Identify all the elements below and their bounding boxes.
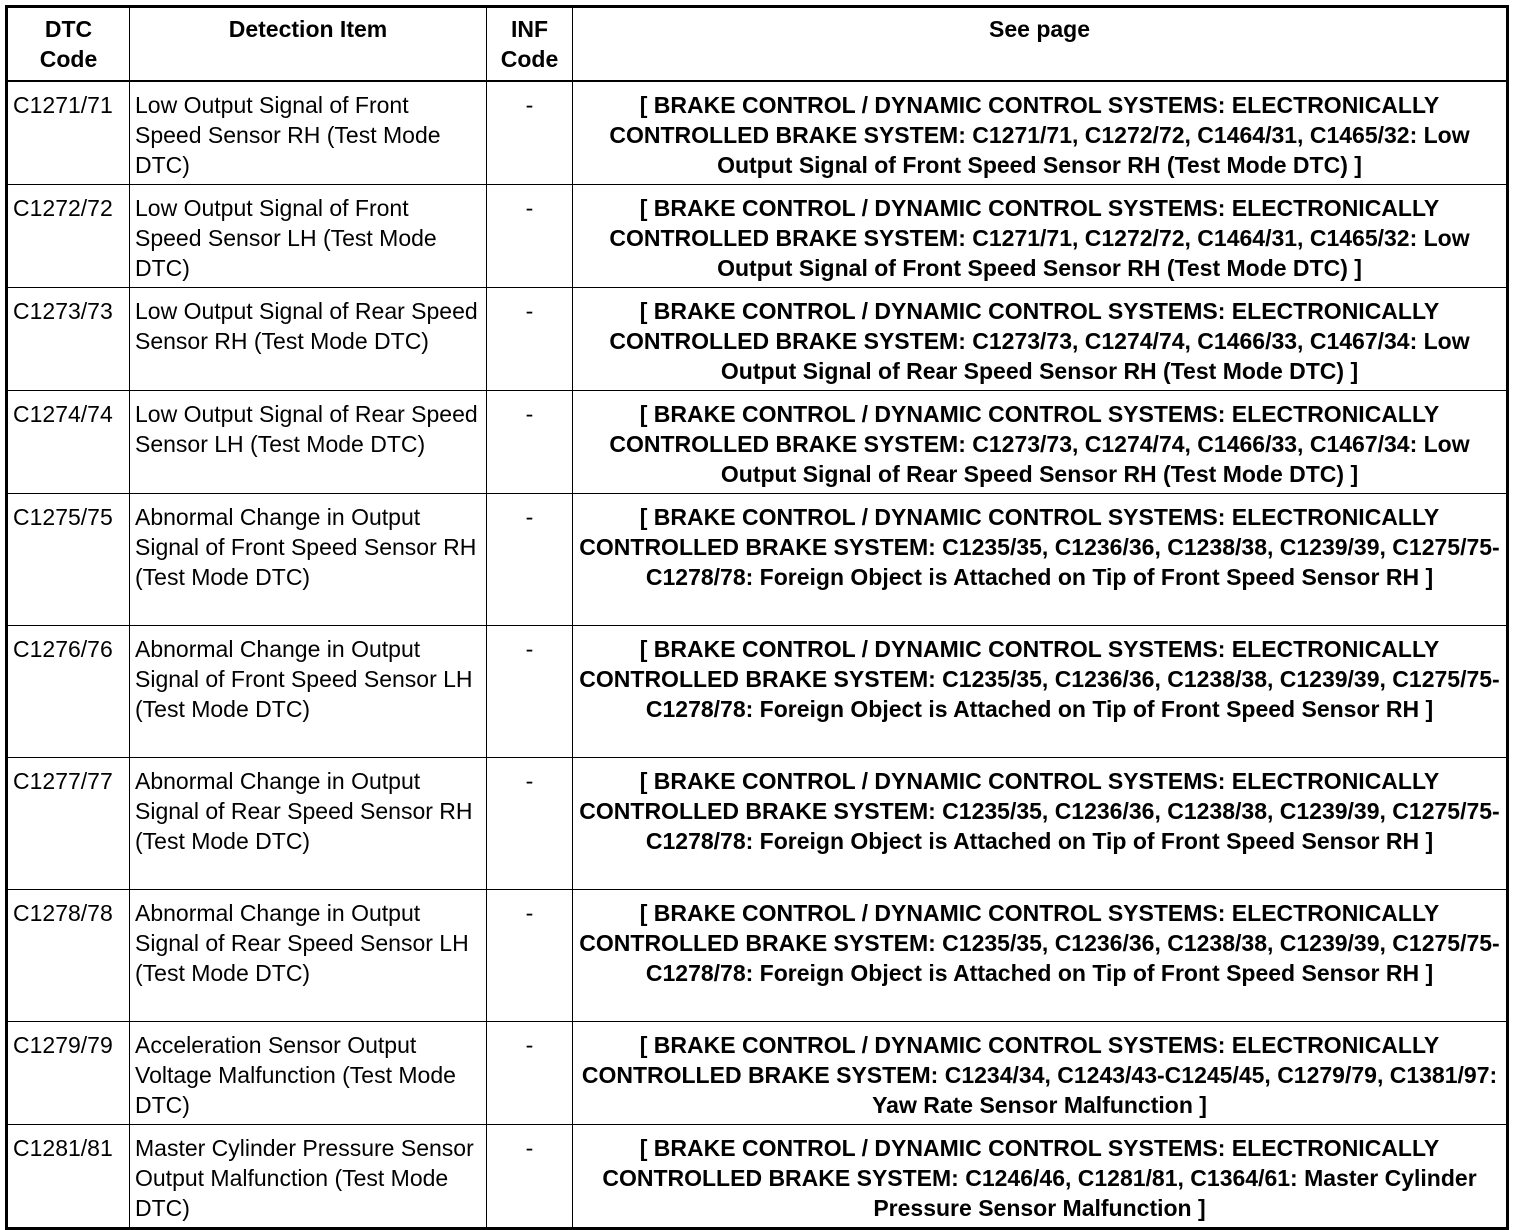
see-page-link[interactable]: [ BRAKE CONTROL / DYNAMIC CONTROL SYSTEMS: ELECTRONICALLY CONTROLLED BRAKE SYSTEM: C1271/71, C1272/72, C1464/31, C1465/32: Low Output Signal of Front Speed Sensor RH (Test Mode DTC) ] <box>573 185 1508 288</box>
inf-code-cell: - <box>487 288 573 391</box>
table-body <box>7 81 1508 1229</box>
header-detection-item: Detection Item <box>130 7 487 82</box>
dtc-table <box>5 5 1509 1230</box>
see-page-link[interactable]: [ BRAKE CONTROL / DYNAMIC CONTROL SYSTEMS: ELECTRONICALLY CONTROLLED BRAKE SYSTEM: C1273/73, C1274/74, C1466/33, C1467/34: Low Output Signal of Rear Speed Sensor RH (Test Mode DTC) ] <box>573 391 1508 494</box>
table-row <box>7 1022 1508 1125</box>
dtc-code-cell: C1273/73 <box>7 288 130 391</box>
table-row <box>7 81 1508 185</box>
table-row <box>7 758 1508 890</box>
dtc-code-cell: C1279/79 <box>7 1022 130 1125</box>
detection-item-cell: Low Output Signal of Front Speed Sensor LH (Test Mode DTC) <box>130 185 487 288</box>
see-page-link[interactable]: [ BRAKE CONTROL / DYNAMIC CONTROL SYSTEMS: ELECTRONICALLY CONTROLLED BRAKE SYSTEM: C1235/35, C1236/36, C1238/38, C1239/39, C1275/75-C1278/78: Foreign Object is Attached on Tip of Front Speed Sensor RH ] <box>573 758 1508 890</box>
inf-code-cell: - <box>487 758 573 890</box>
header-inf-code-line2: Code <box>500 46 559 72</box>
detection-item-cell: Abnormal Change in Output Signal of Front Speed Sensor LH (Test Mode DTC) <box>130 626 487 758</box>
table-row <box>7 494 1508 626</box>
dtc-code-cell: C1274/74 <box>7 391 130 494</box>
table-row <box>7 1125 1508 1229</box>
detection-item-cell: Abnormal Change in Output Signal of Front Speed Sensor RH (Test Mode DTC) <box>130 494 487 626</box>
header-dtc-code-line2: Code <box>39 46 98 72</box>
see-page-link[interactable]: [ BRAKE CONTROL / DYNAMIC CONTROL SYSTEMS: ELECTRONICALLY CONTROLLED BRAKE SYSTEM: C1235/35, C1236/36, C1238/38, C1239/39, C1275/75-C1278/78: Foreign Object is Attached on Tip of Front Speed Sensor RH ] <box>573 890 1508 1022</box>
table-row <box>7 185 1508 288</box>
header-dtc-code <box>7 7 130 82</box>
inf-code-cell: - <box>487 626 573 758</box>
see-page-link[interactable]: [ BRAKE CONTROL / DYNAMIC CONTROL SYSTEMS: ELECTRONICALLY CONTROLLED BRAKE SYSTEM: C1235/35, C1236/36, C1238/38, C1239/39, C1275/75-C1278/78: Foreign Object is Attached on Tip of Front Speed Sensor RH ] <box>573 626 1508 758</box>
dtc-code-cell: C1276/76 <box>7 626 130 758</box>
dtc-code-cell: C1277/77 <box>7 758 130 890</box>
detection-item-cell: Abnormal Change in Output Signal of Rear Speed Sensor LH (Test Mode DTC) <box>130 890 487 1022</box>
see-page-link[interactable]: [ BRAKE CONTROL / DYNAMIC CONTROL SYSTEMS: ELECTRONICALLY CONTROLLED BRAKE SYSTEM: C1235/35, C1236/36, C1238/38, C1239/39, C1275/75-C1278/78: Foreign Object is Attached on Tip of Front Speed Sensor RH ] <box>573 494 1508 626</box>
inf-code-cell: - <box>487 391 573 494</box>
table-row <box>7 890 1508 1022</box>
inf-code-cell: - <box>487 1022 573 1125</box>
dtc-code-cell: C1271/71 <box>7 81 130 185</box>
detection-item-cell: Low Output Signal of Front Speed Sensor RH (Test Mode DTC) <box>130 81 487 185</box>
table-row <box>7 626 1508 758</box>
header-row <box>7 7 1508 82</box>
see-page-link[interactable]: [ BRAKE CONTROL / DYNAMIC CONTROL SYSTEMS: ELECTRONICALLY CONTROLLED BRAKE SYSTEM: C1271/71, C1272/72, C1464/31, C1465/32: Low Output Signal of Front Speed Sensor RH (Test Mode DTC) ] <box>573 81 1508 185</box>
inf-code-cell: - <box>487 1125 573 1229</box>
dtc-code-cell: C1281/81 <box>7 1125 130 1229</box>
dtc-code-cell: C1272/72 <box>7 185 130 288</box>
table-header <box>7 7 1508 82</box>
inf-code-cell: - <box>487 494 573 626</box>
inf-code-cell: - <box>487 81 573 185</box>
see-page-link[interactable]: [ BRAKE CONTROL / DYNAMIC CONTROL SYSTEMS: ELECTRONICALLY CONTROLLED BRAKE SYSTEM: C1246/46, C1281/81, C1364/61: Master Cylinder Pressure Sensor Malfunction ] <box>573 1125 1508 1229</box>
see-page-link[interactable]: [ BRAKE CONTROL / DYNAMIC CONTROL SYSTEMS: ELECTRONICALLY CONTROLLED BRAKE SYSTEM: C1234/34, C1243/43-C1245/45, C1279/79, C1381/97: Yaw Rate Sensor Malfunction ] <box>573 1022 1508 1125</box>
header-see-page: See page <box>573 7 1508 82</box>
inf-code-cell: - <box>487 185 573 288</box>
detection-item-cell: Low Output Signal of Rear Speed Sensor RH (Test Mode DTC) <box>130 288 487 391</box>
header-dtc-code-line1: DTC <box>44 16 93 42</box>
detection-item-cell: Low Output Signal of Rear Speed Sensor LH (Test Mode DTC) <box>130 391 487 494</box>
see-page-link[interactable]: [ BRAKE CONTROL / DYNAMIC CONTROL SYSTEMS: ELECTRONICALLY CONTROLLED BRAKE SYSTEM: C1273/73, C1274/74, C1466/33, C1467/34: Low Output Signal of Rear Speed Sensor RH (Test Mode DTC) ] <box>573 288 1508 391</box>
header-inf-code-line1: INF <box>510 16 549 42</box>
detection-item-cell: Master Cylinder Pressure Sensor Output Malfunction (Test Mode DTC) <box>130 1125 487 1229</box>
detection-item-cell: Acceleration Sensor Output Voltage Malfunction (Test Mode DTC) <box>130 1022 487 1125</box>
dtc-table-container <box>5 5 1509 1230</box>
dtc-code-cell: C1275/75 <box>7 494 130 626</box>
table-row <box>7 288 1508 391</box>
detection-item-cell: Abnormal Change in Output Signal of Rear Speed Sensor RH (Test Mode DTC) <box>130 758 487 890</box>
inf-code-cell: - <box>487 890 573 1022</box>
table-row <box>7 391 1508 494</box>
dtc-code-cell: C1278/78 <box>7 890 130 1022</box>
header-inf-code <box>487 7 573 82</box>
